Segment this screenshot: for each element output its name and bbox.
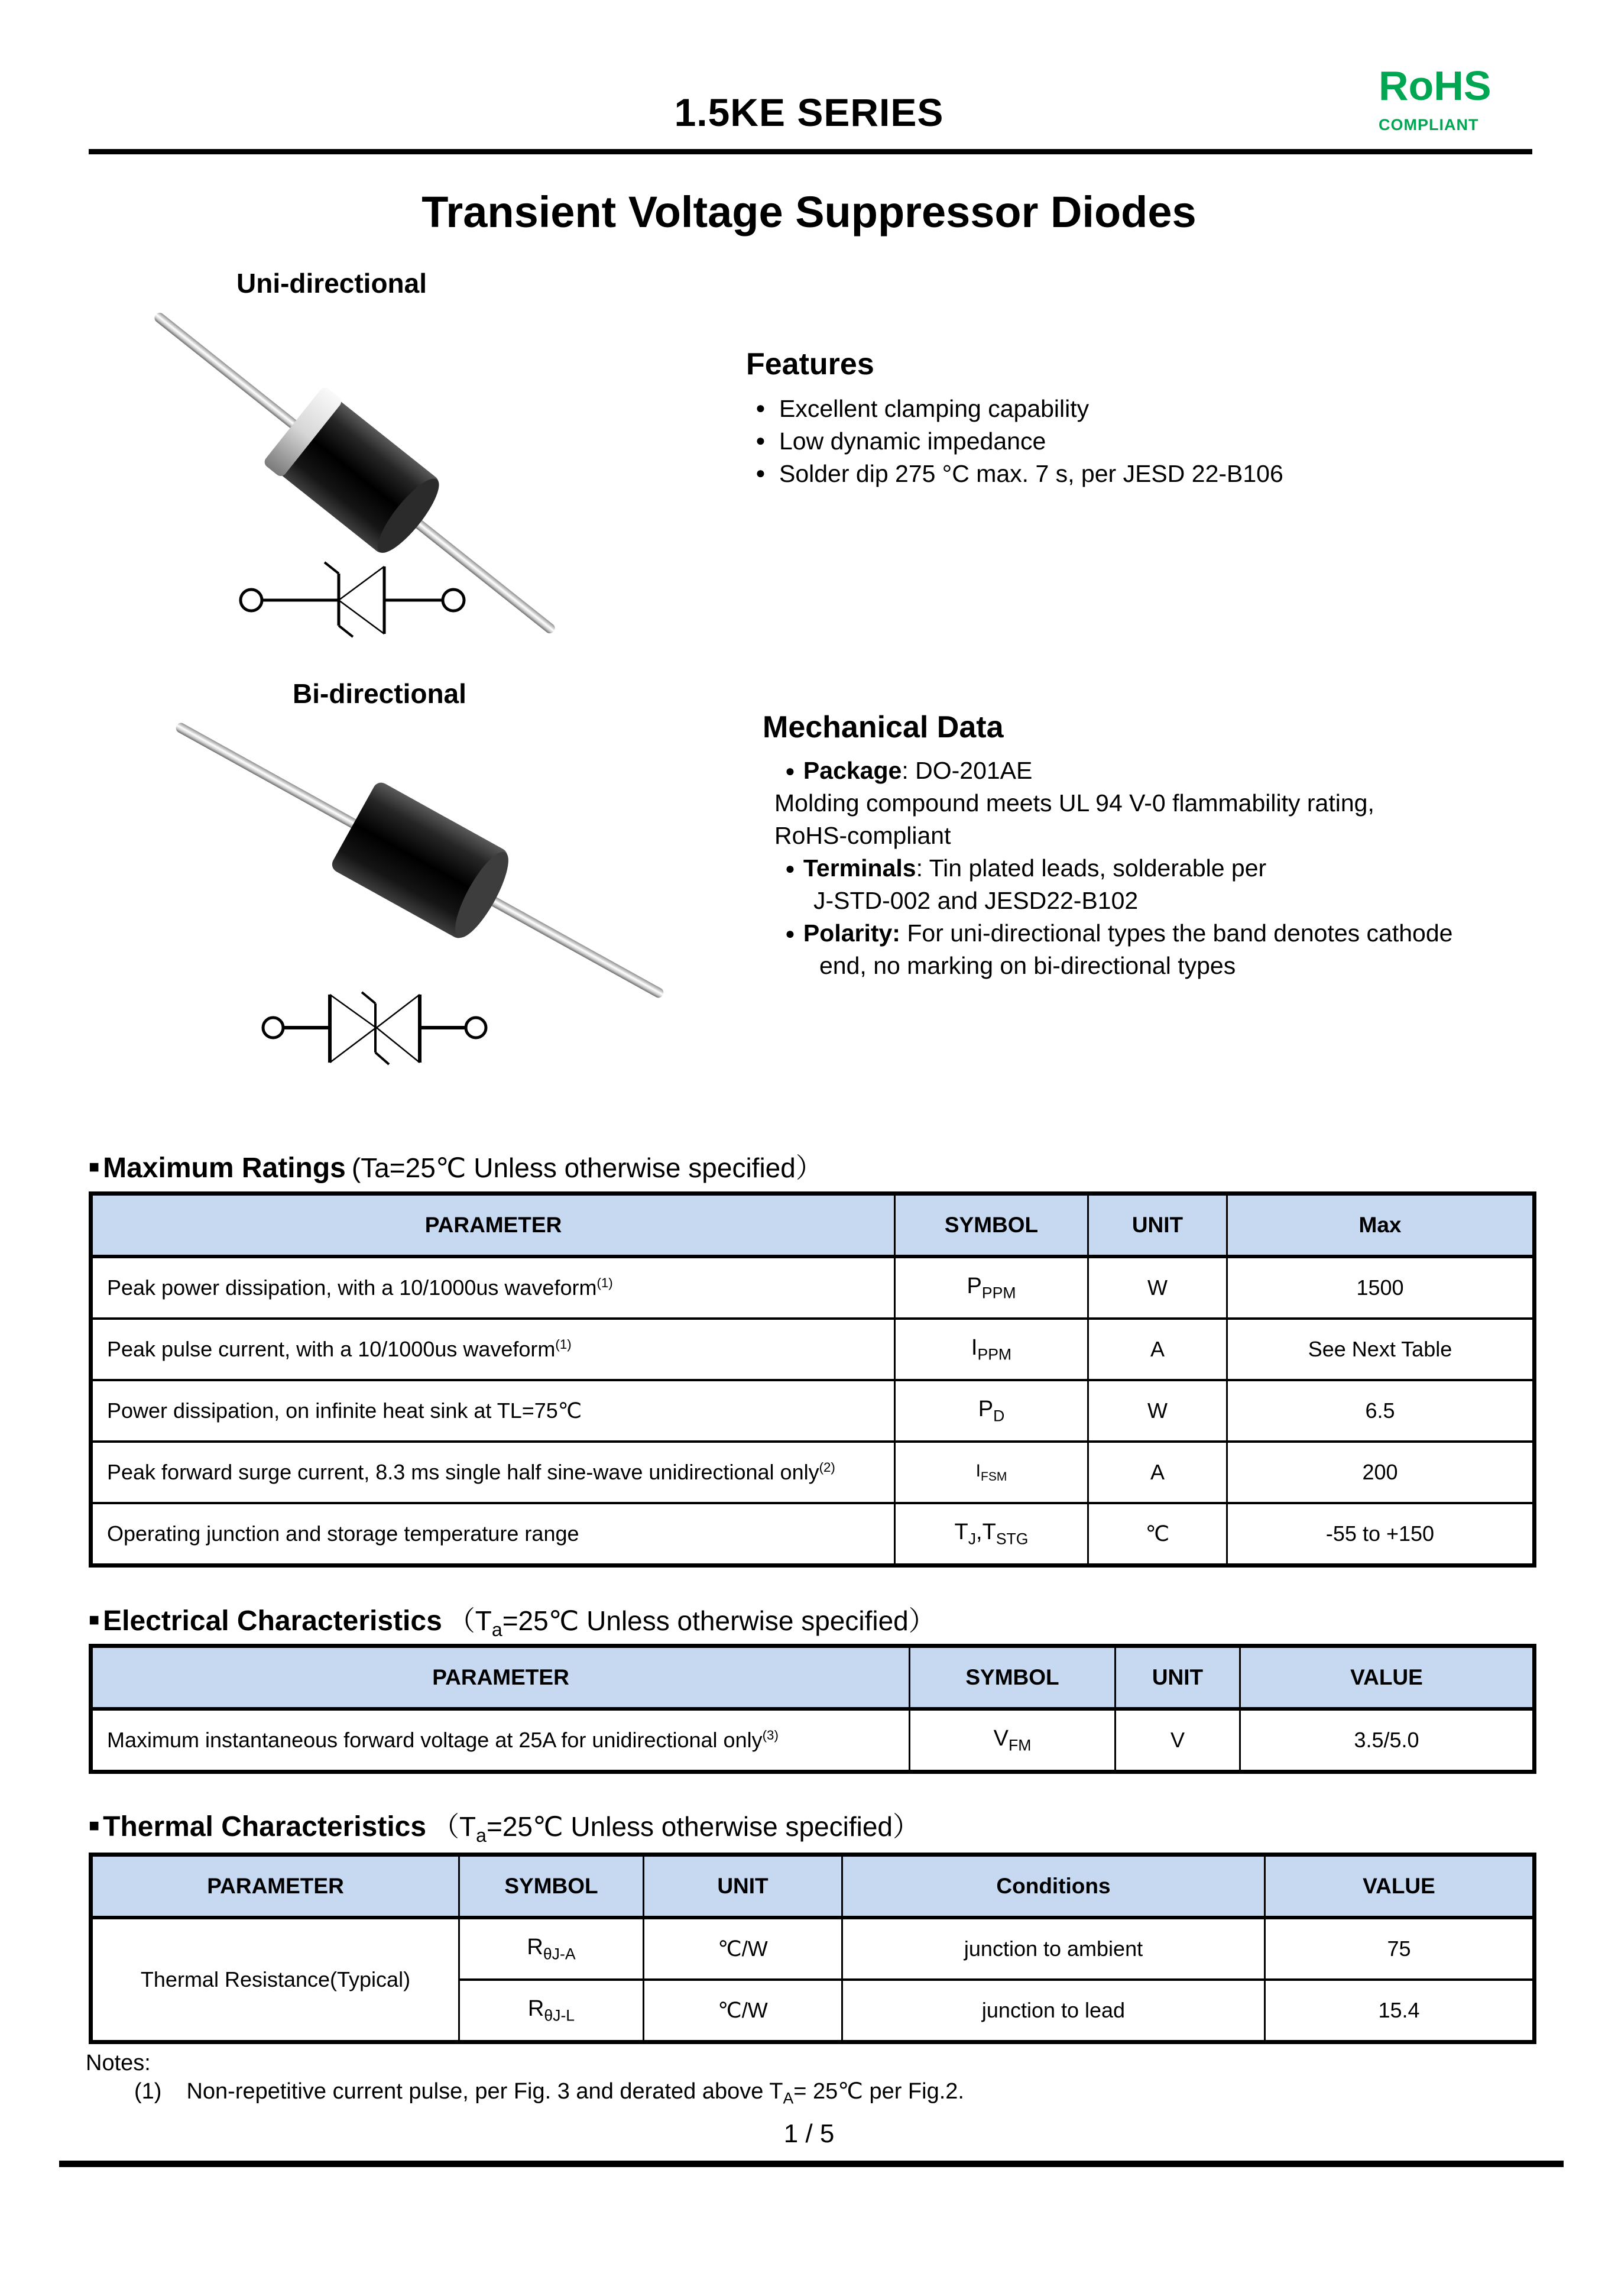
table-row: Peak power dissipation, with a 10/1000us waveform$^{(1)}$ $P_{PPM}$ W 1500 xyxy=(91,1257,1535,1319)
column-header: UNIT xyxy=(1088,1194,1227,1257)
list-item: ● Package: DO-201AE xyxy=(785,757,1033,784)
bi-directional-label: Bi-directional xyxy=(293,678,466,709)
header-rule xyxy=(89,149,1532,154)
rohs-logo-title: RoHS xyxy=(1379,63,1491,109)
list-item xyxy=(746,393,1538,425)
table-row: $R_{\theta J-L}$ ℃/W junction to lead 15.4 xyxy=(91,1980,1535,2042)
feature-text: Excellent clamping capability xyxy=(779,395,1090,422)
feature-text: Solder dip 275 °C max. 7 s, per JESD 22-B106 xyxy=(779,460,1283,487)
list-item xyxy=(746,425,1538,458)
section-marker-icon: ■ xyxy=(89,1816,100,1835)
table-row: Peak forward surge current, 8.3 ms single half sine-wave unidirectional only$^{(2)}$ $I_{FSM}$ A 200 xyxy=(91,1442,1535,1503)
thermal-characteristics-heading: ■ Thermal Characteristics （$T_a=25℃$ Unless otherwise specified） xyxy=(89,1811,920,1847)
column-header: UNIT xyxy=(1116,1646,1240,1709)
bullet-icon: ● xyxy=(756,464,766,482)
column-header: PARAMETER xyxy=(91,1646,910,1709)
list-item xyxy=(746,458,1538,490)
maximum-ratings-heading: ■ Maximum Ratings (Ta=25℃ Unless otherwise specified） xyxy=(89,1152,823,1184)
note-item: (1) Non-repetitive current pulse, per Fig. 3 and derated above $T_A=$ 25℃ per Fig.2. xyxy=(134,2079,964,2107)
column-header: UNIT xyxy=(644,1855,842,1918)
maximum-ratings-table xyxy=(89,1191,1536,1568)
column-header: VALUE xyxy=(1240,1646,1535,1709)
table-header-row xyxy=(91,1194,1535,1257)
bi-diode-symbol xyxy=(254,982,526,1088)
bullet-icon: ● xyxy=(785,762,795,780)
table-row: Operating junction and storage temperature range $T_J,T_{STG}$ ℃ -55 to +150 xyxy=(91,1503,1535,1566)
features-heading: Features xyxy=(746,347,874,381)
list-item: RoHS-compliant xyxy=(774,822,951,849)
features-list xyxy=(746,393,1538,490)
electrical-characteristics-table xyxy=(89,1644,1536,1774)
electrical-characteristics-heading: ■ Electrical Characteristics （$T_a=25℃$ Unless otherwise specified） xyxy=(89,1605,936,1641)
list-item: end, no marking on bi-directional types xyxy=(819,952,1236,979)
mechanical-data-heading: Mechanical Data xyxy=(763,710,1004,744)
thermal-characteristics-table xyxy=(89,1853,1536,2044)
list-item: J-STD-002 and JESD22-B102 xyxy=(813,887,1139,914)
mechanical-data-list xyxy=(763,754,1602,982)
column-header: PARAMETER xyxy=(91,1855,459,1918)
page-number: 1 / 5 xyxy=(783,2119,835,2148)
rohs-logo-subtitle: COMPLIANT xyxy=(1379,116,1479,134)
mechanical-data-section xyxy=(763,710,1602,982)
column-header: SYMBOL xyxy=(459,1855,644,1918)
feature-text: Low dynamic impedance xyxy=(779,428,1046,455)
bullet-icon: ● xyxy=(756,431,766,449)
table-header-row xyxy=(91,1855,1535,1918)
bullet-icon: ● xyxy=(756,399,766,417)
column-header: SYMBOL xyxy=(910,1646,1116,1709)
section-marker-icon: ■ xyxy=(89,1610,100,1630)
bullet-icon: ● xyxy=(785,859,795,877)
list-item: ● Terminals: Tin plated leads, solderable per xyxy=(785,854,1267,882)
column-header: SYMBOL xyxy=(895,1194,1088,1257)
page-title: Transient Voltage Suppressor Diodes xyxy=(421,187,1197,237)
table-row: Peak pulse current, with a 10/1000us waveform$^{(1)}$ $I_{PPM}$ A See Next Table xyxy=(91,1319,1535,1380)
uni-directional-label: Uni-directional xyxy=(236,268,427,299)
section-marker-icon: ■ xyxy=(89,1157,100,1177)
uni-diode-symbol xyxy=(231,553,479,653)
table-row: Power dissipation, on infinite heat sink at TL=75℃ $P_D$ W 6.5 xyxy=(91,1380,1535,1442)
table-header-row xyxy=(91,1646,1535,1709)
column-header: VALUE xyxy=(1265,1855,1535,1918)
rohs-logo xyxy=(1379,65,1491,133)
column-header: Max xyxy=(1227,1194,1535,1257)
list-item: Molding compound meets UL 94 V-0 flammability rating, xyxy=(774,789,1374,817)
footer-rule xyxy=(59,2161,1564,2167)
features-section xyxy=(746,346,1538,490)
bi-diode-photo xyxy=(148,704,692,1023)
table-row: Thermal Resistance(Typical) $R_{\theta J-A}$ ℃/W junction to ambient 75 xyxy=(91,1918,1535,1980)
table-row: Maximum instantaneous forward voltage at 25A for unidirectional only$^{(3)}$ $V_{FM}$ V 3.5/5.0 xyxy=(91,1709,1535,1772)
list-item: ● Polarity: For uni-directional types the band denotes cathode xyxy=(785,919,1453,947)
notes-heading: Notes: xyxy=(86,2051,151,2075)
series-title: 1.5KE SERIES xyxy=(674,90,944,134)
bullet-icon: ● xyxy=(785,924,795,943)
column-header: PARAMETER xyxy=(91,1194,895,1257)
column-header: Conditions xyxy=(842,1855,1265,1918)
